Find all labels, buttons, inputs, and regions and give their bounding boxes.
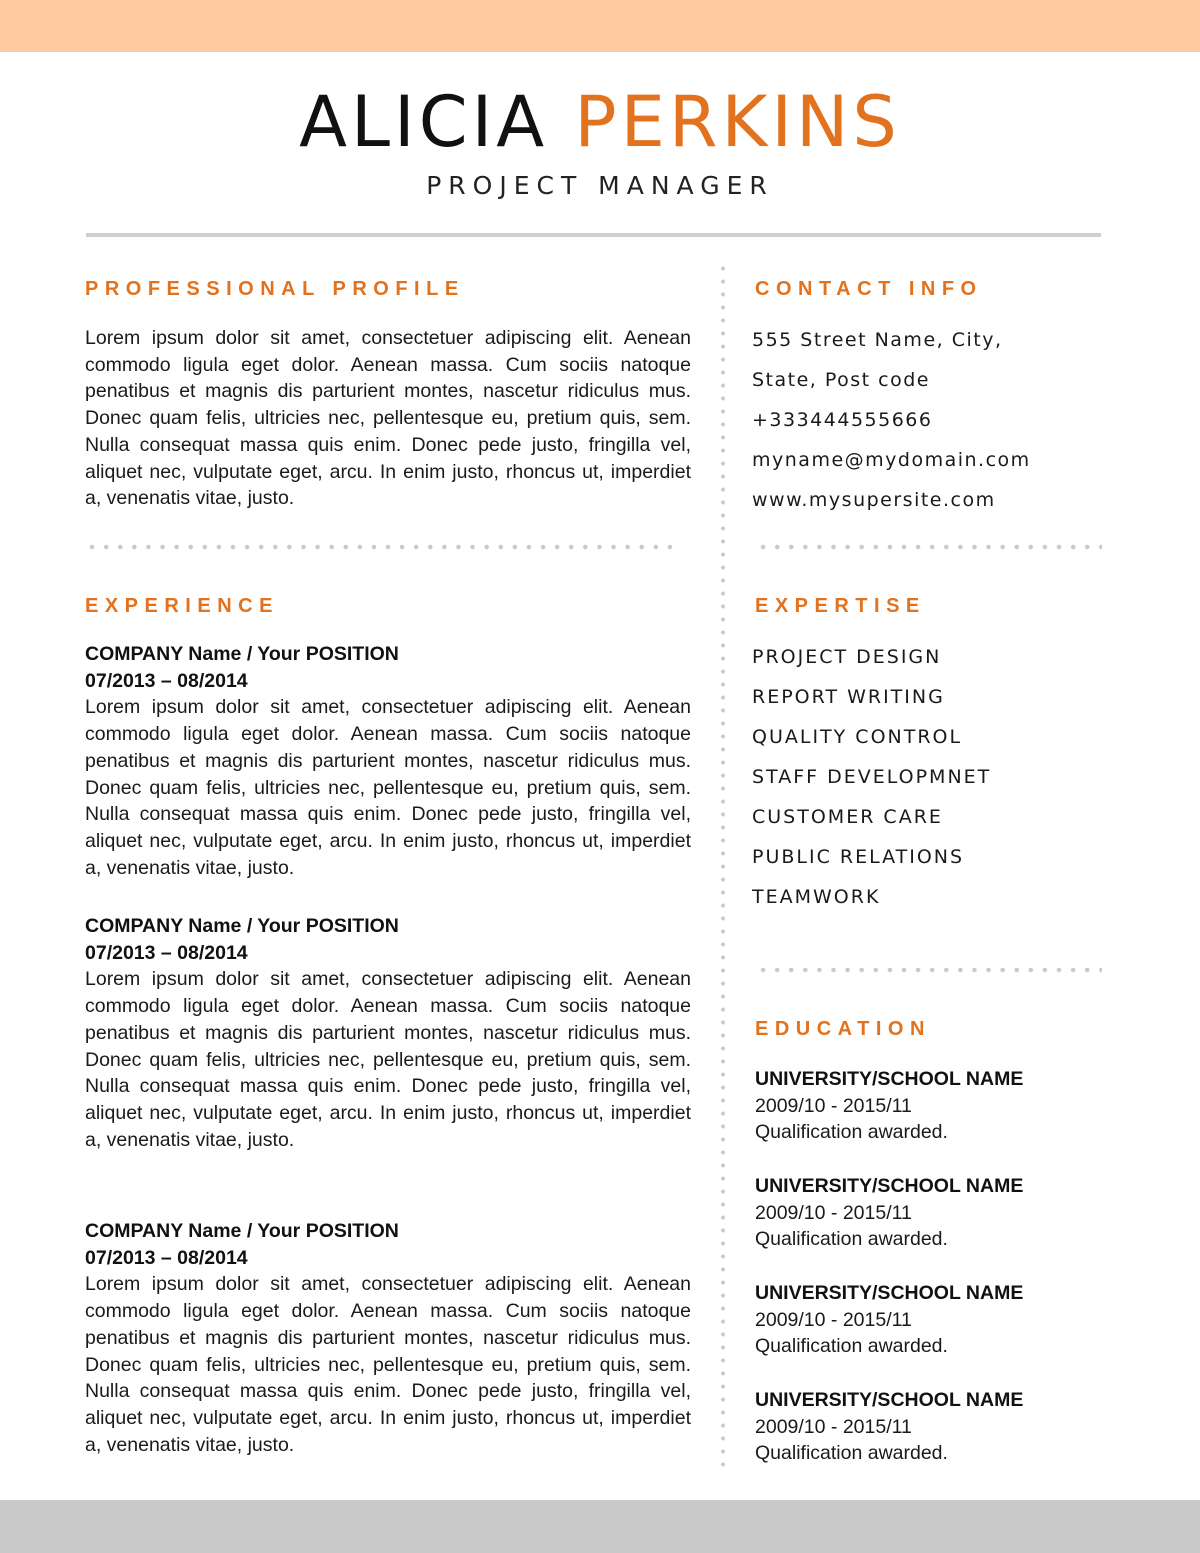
expertise-item: PUBLIC RELATIONS [752, 846, 965, 868]
job-heading: COMPANY Name / Your POSITION [85, 1220, 399, 1242]
experience-entry [85, 641, 691, 881]
expertise-item: QUALITY CONTROL [752, 726, 963, 748]
job-heading: COMPANY Name / Your POSITION [85, 643, 399, 665]
expertise-item: STAFF DEVELOPMNET [752, 766, 992, 788]
contact-address-line1: 555 Street Name, City, [752, 329, 1003, 351]
job-description: Lorem ipsum dolor sit amet, consectetuer adipiscing elit. Aenean commodo ligula eget dolor. Aenean massa. Cum sociis natoque penatibus et magnis dis parturient montes, nascetur ridiculus mus. Donec quam felis, ultricies nec, pellentesque eu, pretium quis, sem. Nulla consequat massa quis enim. Donec pede justo, fringilla vel, aliquet nec, vulputate eget, arcu. In enim justo, rhoncus ut, imperdiet a, venenatis vitae, justo. [85, 1273, 691, 1456]
job-description: Lorem ipsum dolor sit amet, consectetuer adipiscing elit. Aenean commodo ligula eget dolor. Aenean massa. Cum sociis natoque penatibus et magnis dis parturient montes, nascetur ridiculus mus. Donec quam felis, ultricies nec, pellentesque eu, pretium quis, sem. Nulla consequat massa quis enim. Donec pede justo, fringilla vel, aliquet nec, vulputate eget, arcu. In enim justo, rhoncus ut, imperdiet a, venenatis vitae, justo. [85, 696, 691, 879]
contact-email: myname@mydomain.com [752, 449, 1031, 471]
bottom-color-band [0, 1500, 1200, 1553]
education-award: Qualification awarded. [755, 1335, 948, 1358]
education-years: 2009/10 - 2015/11 [755, 1415, 912, 1438]
experience-heading: EXPERIENCE [85, 595, 279, 617]
job-role: PROJECT MANAGER [426, 171, 774, 200]
experience-entry [85, 1218, 691, 1458]
expertise-item: PROJECT DESIGN [752, 646, 942, 668]
experience-entry [85, 913, 691, 1153]
education-years: 2009/10 - 2015/11 [755, 1308, 912, 1331]
profile-divider [85, 544, 677, 550]
education-award: Qualification awarded. [755, 1121, 948, 1144]
last-name: PERKINS [574, 81, 901, 163]
expertise-item: TEAMWORK [752, 886, 881, 908]
education-entry [755, 1387, 1100, 1467]
job-dates: 07/2013 – 08/2014 [85, 669, 248, 692]
profile-text: Lorem ipsum dolor sit amet, consectetuer adipiscing elit. Aenean commodo ligula eget dolor. Aenean massa. Cum sociis natoque penatibus et magnis dis parturient montes, nascetur ridiculus mus. Donec quam felis, ultricies nec, pellentesque eu, pretium quis, sem. Nulla consequat massa quis enim. Donec pede justo, fringilla vel, aliquet nec, vulputate eget, arcu. In enim justo, rhoncus ut, imperdiet a, venenatis vitae, justo. [85, 327, 691, 510]
expertise-item: CUSTOMER CARE [752, 806, 943, 828]
job-dates: 07/2013 – 08/2014 [85, 941, 248, 964]
contact-phone: +333444555666 [752, 409, 933, 431]
school-name: UNIVERSITY/SCHOOL NAME [755, 1068, 1024, 1090]
education-entry [755, 1066, 1100, 1146]
first-name: ALICIA [299, 81, 549, 163]
profile-heading: PROFESSIONAL PROFILE [85, 278, 465, 300]
expertise-divider [756, 967, 1102, 973]
column-divider [721, 262, 725, 1472]
top-color-band [0, 0, 1200, 52]
contact-website: www.mysupersite.com [752, 489, 996, 511]
header-divider [86, 233, 1101, 237]
education-heading: EDUCATION [755, 1018, 931, 1040]
job-heading: COMPANY Name / Your POSITION [85, 915, 399, 937]
education-years: 2009/10 - 2015/11 [755, 1094, 912, 1117]
school-name: UNIVERSITY/SCHOOL NAME [755, 1389, 1024, 1411]
education-years: 2009/10 - 2015/11 [755, 1201, 912, 1224]
candidate-name [0, 82, 1200, 162]
contact-address-line2: State, Post code [752, 369, 930, 391]
education-entry [755, 1173, 1100, 1253]
school-name: UNIVERSITY/SCHOOL NAME [755, 1282, 1024, 1304]
education-award: Qualification awarded. [755, 1442, 948, 1465]
education-award: Qualification awarded. [755, 1228, 948, 1251]
contact-divider [756, 544, 1102, 550]
job-dates: 07/2013 – 08/2014 [85, 1246, 248, 1269]
expertise-heading: EXPERTISE [755, 595, 926, 617]
school-name: UNIVERSITY/SCHOOL NAME [755, 1175, 1024, 1197]
job-description: Lorem ipsum dolor sit amet, consectetuer adipiscing elit. Aenean commodo ligula eget dolor. Aenean massa. Cum sociis natoque penatibus et magnis dis parturient montes, nascetur ridiculus mus. Donec quam felis, ultricies nec, pellentesque eu, pretium quis, sem. Nulla consequat massa quis enim. Donec pede justo, fringilla vel, aliquet nec, vulputate eget, arcu. In enim justo, rhoncus ut, imperdiet a, venenatis vitae, justo. [85, 968, 691, 1151]
contact-heading: CONTACT INFO [755, 278, 983, 300]
expertise-item: REPORT WRITING [752, 686, 945, 708]
education-entry [755, 1280, 1100, 1360]
